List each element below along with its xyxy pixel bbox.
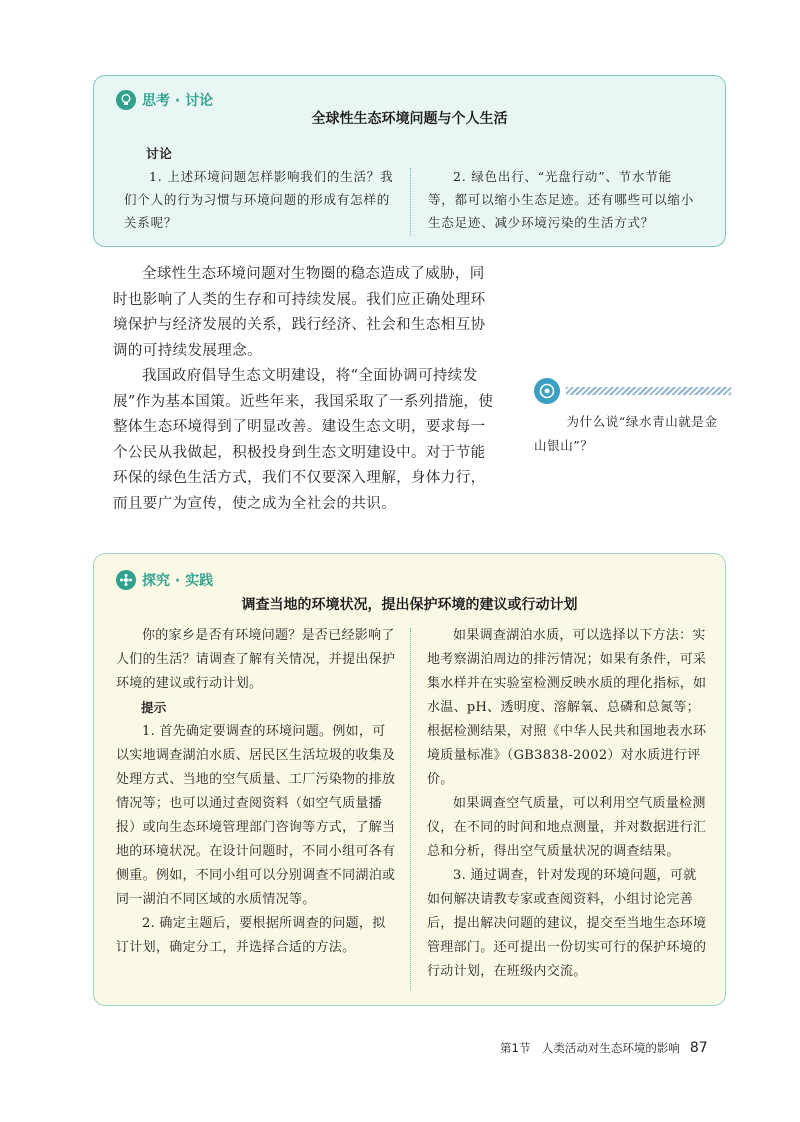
think-discuss-header-label: 思考 · 讨论 [142,93,214,109]
explore-practice-box [93,553,726,1006]
side-note-stripe [566,387,731,395]
think-discuss-header [116,90,213,110]
explore-intro: 你的家乡是否有环境问题？是否已经影响了人们的生活？请调查了解有关情况，并提出保护环境的建议或行动计划。 [116,628,396,691]
main-paragraph-2: 我国政府倡导生态文明建设，将“全面协调可持续发展”作为基本国策。近些年来，我国采取了一系列措施，使整体生态环境得到了明显改善。建设生态文明，要求每一个公民从我做起，积极投身到生态文明建设中。对于节能环保的绿色生活方式，我们不仅要深入理解，身体力行，而且要广为宣传，使之成为全社会的共识。 [113,368,494,512]
question-icon [534,378,560,404]
explore-practice-header-label: 探究 · 实践 [142,573,214,589]
discussion-question-2: 2. 绿色出行、“光盘行动”、节水节能等，都可以缩小生态足迹。还有哪些可以缩小生态足迹、减少环境污染的生活方式？ [428,169,695,230]
water-quality-method: 如果调查湖泊水质，可以选择以下方法：实地考察湖泊周边的排污情况；如果有条件，可采集水样并在实验室检测反映水质的理化指标，如水温、pH、透明度、溶解氧、总磷和总氮等；根据检测结果，对照《中华人民共和国地表水环境质量标准》（GB3838-2002）对水质进行评价。 [427,628,707,787]
main-body-text [113,262,498,517]
think-discuss-box [93,75,726,247]
think-right-column [428,165,698,234]
explore-right-column [427,624,707,984]
explore-practice-header [116,570,213,590]
main-paragraph-1: 全球性生态环境问题对生物圈的稳态造成了威胁，同时也影响了人类的生存和可持续发展。我们应正确处理环境保护与经济发展的关系，践行经济、社会和生态相互协调的可持续发展理念。 [113,266,486,359]
lightbulb-icon [116,90,136,110]
footer-section-title: 第1节 人类活动对生态环境的影响 [500,1041,680,1055]
think-discuss-title: 全球性生态环境问题与个人生活 [311,111,508,127]
hint-step-1: 1. 首先确定要调查的环境问题。例如，可以实地调查湖泊水质、居民区生活垃圾的收集及处理方式、当地的空气质量、工厂污染物的排放情况等；也可以通过查阅资料（如空气质量播报）或向生态环境管理部门咨询等方式，了解当地的环境状况。在设计问题时，不同小组可各有侧重。例如，不同小组可以分别调查不同湖泊或同一湖泊不同区域的水质情况等。 [116,724,396,907]
discussion-label: 讨论 [146,146,173,161]
air-quality-method: 如果调查空气质量，可以利用空气质量检测仪，在不同的时间和地点测量，并对数据进行汇总和分析，得出空气质量状况的调查结果。 [427,796,707,859]
page-footer [500,1040,708,1056]
discussion-question-1: 1. 上述环境问题怎样影响我们的生活？我们个人的行为习惯与环境问题的形成有怎样的关系呢？ [124,169,394,230]
think-divider [410,168,411,236]
side-note-text: 为什么说“绿水青山就是金山银山”？ [534,414,718,453]
explore-left-column [116,624,398,960]
think-left-column [124,142,394,234]
molecule-icon [116,570,136,590]
page-number: 87 [689,1040,708,1056]
hint-label: 提示 [141,700,167,715]
hint-step-2: 2. 确定主题后，要根据所调查的问题，拟订计划，确定分工，并选择合适的方法。 [116,916,386,955]
explore-practice-title: 调查当地的环境状况，提出保护环境的建议或行动计划 [241,597,578,613]
explore-divider [410,628,411,990]
hint-step-3: 3. 通过调查，针对发现的环境问题，可就如何解决请教专家或查阅资料，小组讨论完善后，提出解决问题的建议，提交至当地生态环境管理部门。还可提出一份切实可行的保护环境的行动计划，在班级内交流。 [427,868,707,979]
